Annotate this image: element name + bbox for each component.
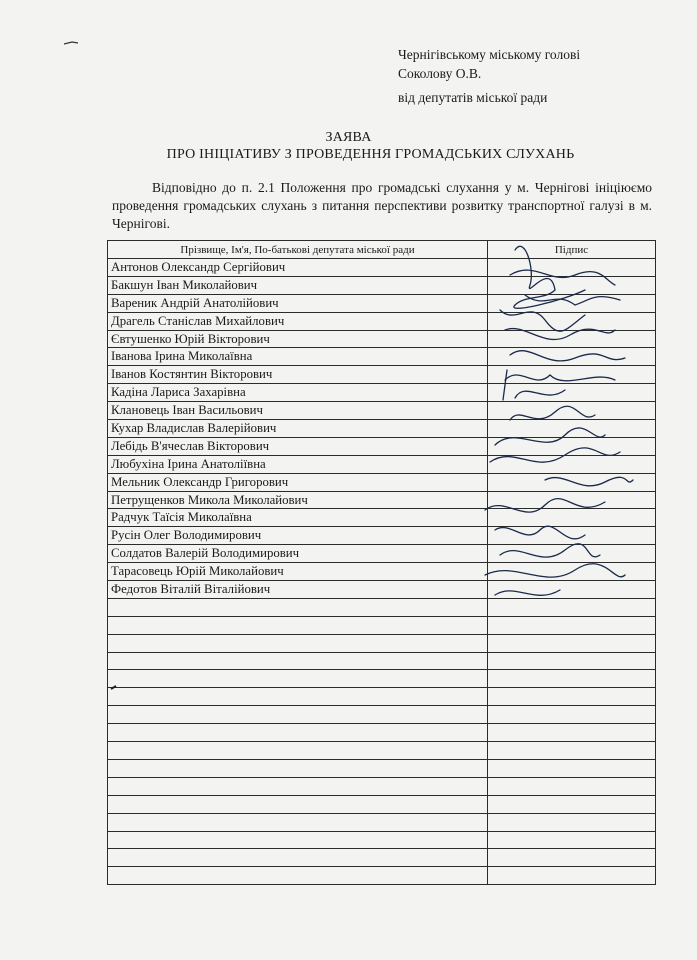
empty-name-cell — [108, 742, 488, 760]
signature-cell — [488, 563, 656, 581]
signature-cell — [488, 581, 656, 599]
empty-table-row — [108, 634, 656, 652]
empty-name-cell — [108, 795, 488, 813]
table-row — [108, 276, 656, 294]
signature-cell — [488, 276, 656, 294]
signature-cell — [488, 420, 656, 438]
deputy-name-cell: Кадіна Лариса Захарівна — [108, 384, 488, 402]
empty-table-row — [108, 867, 656, 885]
body-paragraph: Відповідно до п. 2.1 Положення про громадські слухання у м. Чернігові ініціюємо проведення громадських слухань з питання перспективи розвитку транспортної галузі в м. Чернігові. — [112, 180, 652, 231]
addressee-block — [398, 46, 580, 83]
table-row — [108, 437, 656, 455]
empty-name-cell — [108, 598, 488, 616]
signature-cell — [488, 509, 656, 527]
deputy-name-cell: Бакшун Іван Миколайович — [108, 276, 488, 294]
empty-signature-cell — [488, 742, 656, 760]
empty-table-row — [108, 724, 656, 742]
document-title: ЗАЯВА — [325, 130, 372, 145]
empty-table-row — [108, 688, 656, 706]
table-row — [108, 366, 656, 384]
addressee-line: Чернігівському міському голові — [398, 47, 581, 62]
empty-signature-cell — [488, 849, 656, 867]
signature-cell — [488, 545, 656, 563]
empty-table-row — [108, 759, 656, 777]
empty-name-cell — [108, 724, 488, 742]
signature-cell — [488, 294, 656, 312]
empty-signature-cell — [488, 616, 656, 634]
deputy-name-cell: Мельник Олександр Григорович — [108, 473, 488, 491]
deputy-name-cell: Євтушенко Юрій Вікторович — [108, 330, 488, 348]
empty-name-cell — [108, 616, 488, 634]
table-row — [108, 473, 656, 491]
table-row — [108, 312, 656, 330]
deputy-name-cell: Русін Олег Володимирович — [108, 527, 488, 545]
deputy-name-cell: Лебідь В'ячеслав Вікторович — [108, 437, 488, 455]
table-row — [108, 330, 656, 348]
signature-cell — [488, 402, 656, 420]
table-body — [108, 259, 656, 885]
table-row — [108, 527, 656, 545]
table-row — [108, 455, 656, 473]
empty-table-row — [108, 849, 656, 867]
empty-name-cell — [108, 831, 488, 849]
deputy-name-cell: Антонов Олександр Сергійович — [108, 259, 488, 277]
table-row — [108, 581, 656, 599]
empty-table-row — [108, 831, 656, 849]
header-sign-cell: Підпис — [488, 241, 656, 259]
empty-table-row — [108, 813, 656, 831]
empty-signature-cell — [488, 670, 656, 688]
empty-signature-cell — [488, 652, 656, 670]
deputy-name-cell: Драгель Станіслав Михайлович — [108, 312, 488, 330]
empty-name-cell — [108, 670, 488, 688]
header-name-cell: Прізвище, Ім'я, По-батькові депутата міської ради — [108, 241, 488, 259]
deputy-name-cell: Любухіна Ірина Анатоліївна — [108, 455, 488, 473]
table-row — [108, 420, 656, 438]
addressee-name: Соколову О.В. — [398, 65, 482, 81]
table-row — [108, 509, 656, 527]
empty-name-cell — [108, 777, 488, 795]
table-header-row — [108, 241, 656, 259]
ink-speck — [109, 683, 119, 691]
empty-table-row — [108, 616, 656, 634]
empty-name-cell — [108, 849, 488, 867]
deputy-name-cell: Солдатов Валерій Володимирович — [108, 545, 488, 563]
body-paragraph-block — [112, 179, 652, 233]
deputy-name-cell: Федотов Віталій Віталійович — [108, 581, 488, 599]
empty-signature-cell — [488, 795, 656, 813]
document-subtitle: ПРО ІНІЦІАТИВУ З ПРОВЕДЕННЯ ГРОМАДСЬКИХ СЛУХАНЬ — [166, 147, 575, 162]
empty-signature-cell — [488, 777, 656, 795]
empty-signature-cell — [488, 598, 656, 616]
table-row — [108, 491, 656, 509]
table-row — [108, 348, 656, 366]
signature-cell — [488, 455, 656, 473]
signature-cell — [488, 473, 656, 491]
empty-table-row — [108, 706, 656, 724]
table-row — [108, 563, 656, 581]
empty-signature-cell — [488, 759, 656, 777]
empty-name-cell — [108, 652, 488, 670]
from-line: від депутатів міської ради — [398, 90, 548, 105]
empty-signature-cell — [488, 724, 656, 742]
empty-table-row — [108, 598, 656, 616]
empty-table-row — [108, 742, 656, 760]
table-row — [108, 402, 656, 420]
empty-signature-cell — [488, 634, 656, 652]
signature-cell — [488, 437, 656, 455]
empty-name-cell — [108, 813, 488, 831]
deputy-name-cell: Петрущенков Микола Миколайович — [108, 491, 488, 509]
signature-cell — [488, 527, 656, 545]
empty-signature-cell — [488, 688, 656, 706]
empty-name-cell — [108, 688, 488, 706]
empty-table-row — [108, 777, 656, 795]
deputy-name-cell: Вареник Андрій Анатолійович — [108, 294, 488, 312]
deputy-name-cell: Клановець Іван Васильович — [108, 402, 488, 420]
empty-name-cell — [108, 706, 488, 724]
empty-table-row — [108, 670, 656, 688]
empty-name-cell — [108, 634, 488, 652]
signature-table — [107, 240, 656, 885]
empty-name-cell — [108, 759, 488, 777]
deputy-name-cell: Іванов Костянтин Вікторович — [108, 366, 488, 384]
signature-cell — [488, 330, 656, 348]
empty-table-row — [108, 795, 656, 813]
table-row — [108, 259, 656, 277]
deputy-name-cell: Радчук Таїсія Миколаївна — [108, 509, 488, 527]
ink-speck — [62, 38, 82, 48]
deputy-name-cell: Кухар Владислав Валерійович — [108, 420, 488, 438]
empty-table-row — [108, 652, 656, 670]
deputy-name-cell: Іванова Ірина Миколаївна — [108, 348, 488, 366]
signature-cell — [488, 348, 656, 366]
empty-signature-cell — [488, 706, 656, 724]
signature-cell — [488, 384, 656, 402]
table-row — [108, 384, 656, 402]
deputy-name-cell: Тарасовець Юрій Миколайович — [108, 563, 488, 581]
empty-signature-cell — [488, 867, 656, 885]
empty-signature-cell — [488, 813, 656, 831]
table-row — [108, 294, 656, 312]
empty-name-cell — [108, 867, 488, 885]
signature-cell — [488, 259, 656, 277]
signature-cell — [488, 312, 656, 330]
empty-signature-cell — [488, 831, 656, 849]
signature-cell — [488, 366, 656, 384]
signature-cell — [488, 491, 656, 509]
table-row — [108, 545, 656, 563]
